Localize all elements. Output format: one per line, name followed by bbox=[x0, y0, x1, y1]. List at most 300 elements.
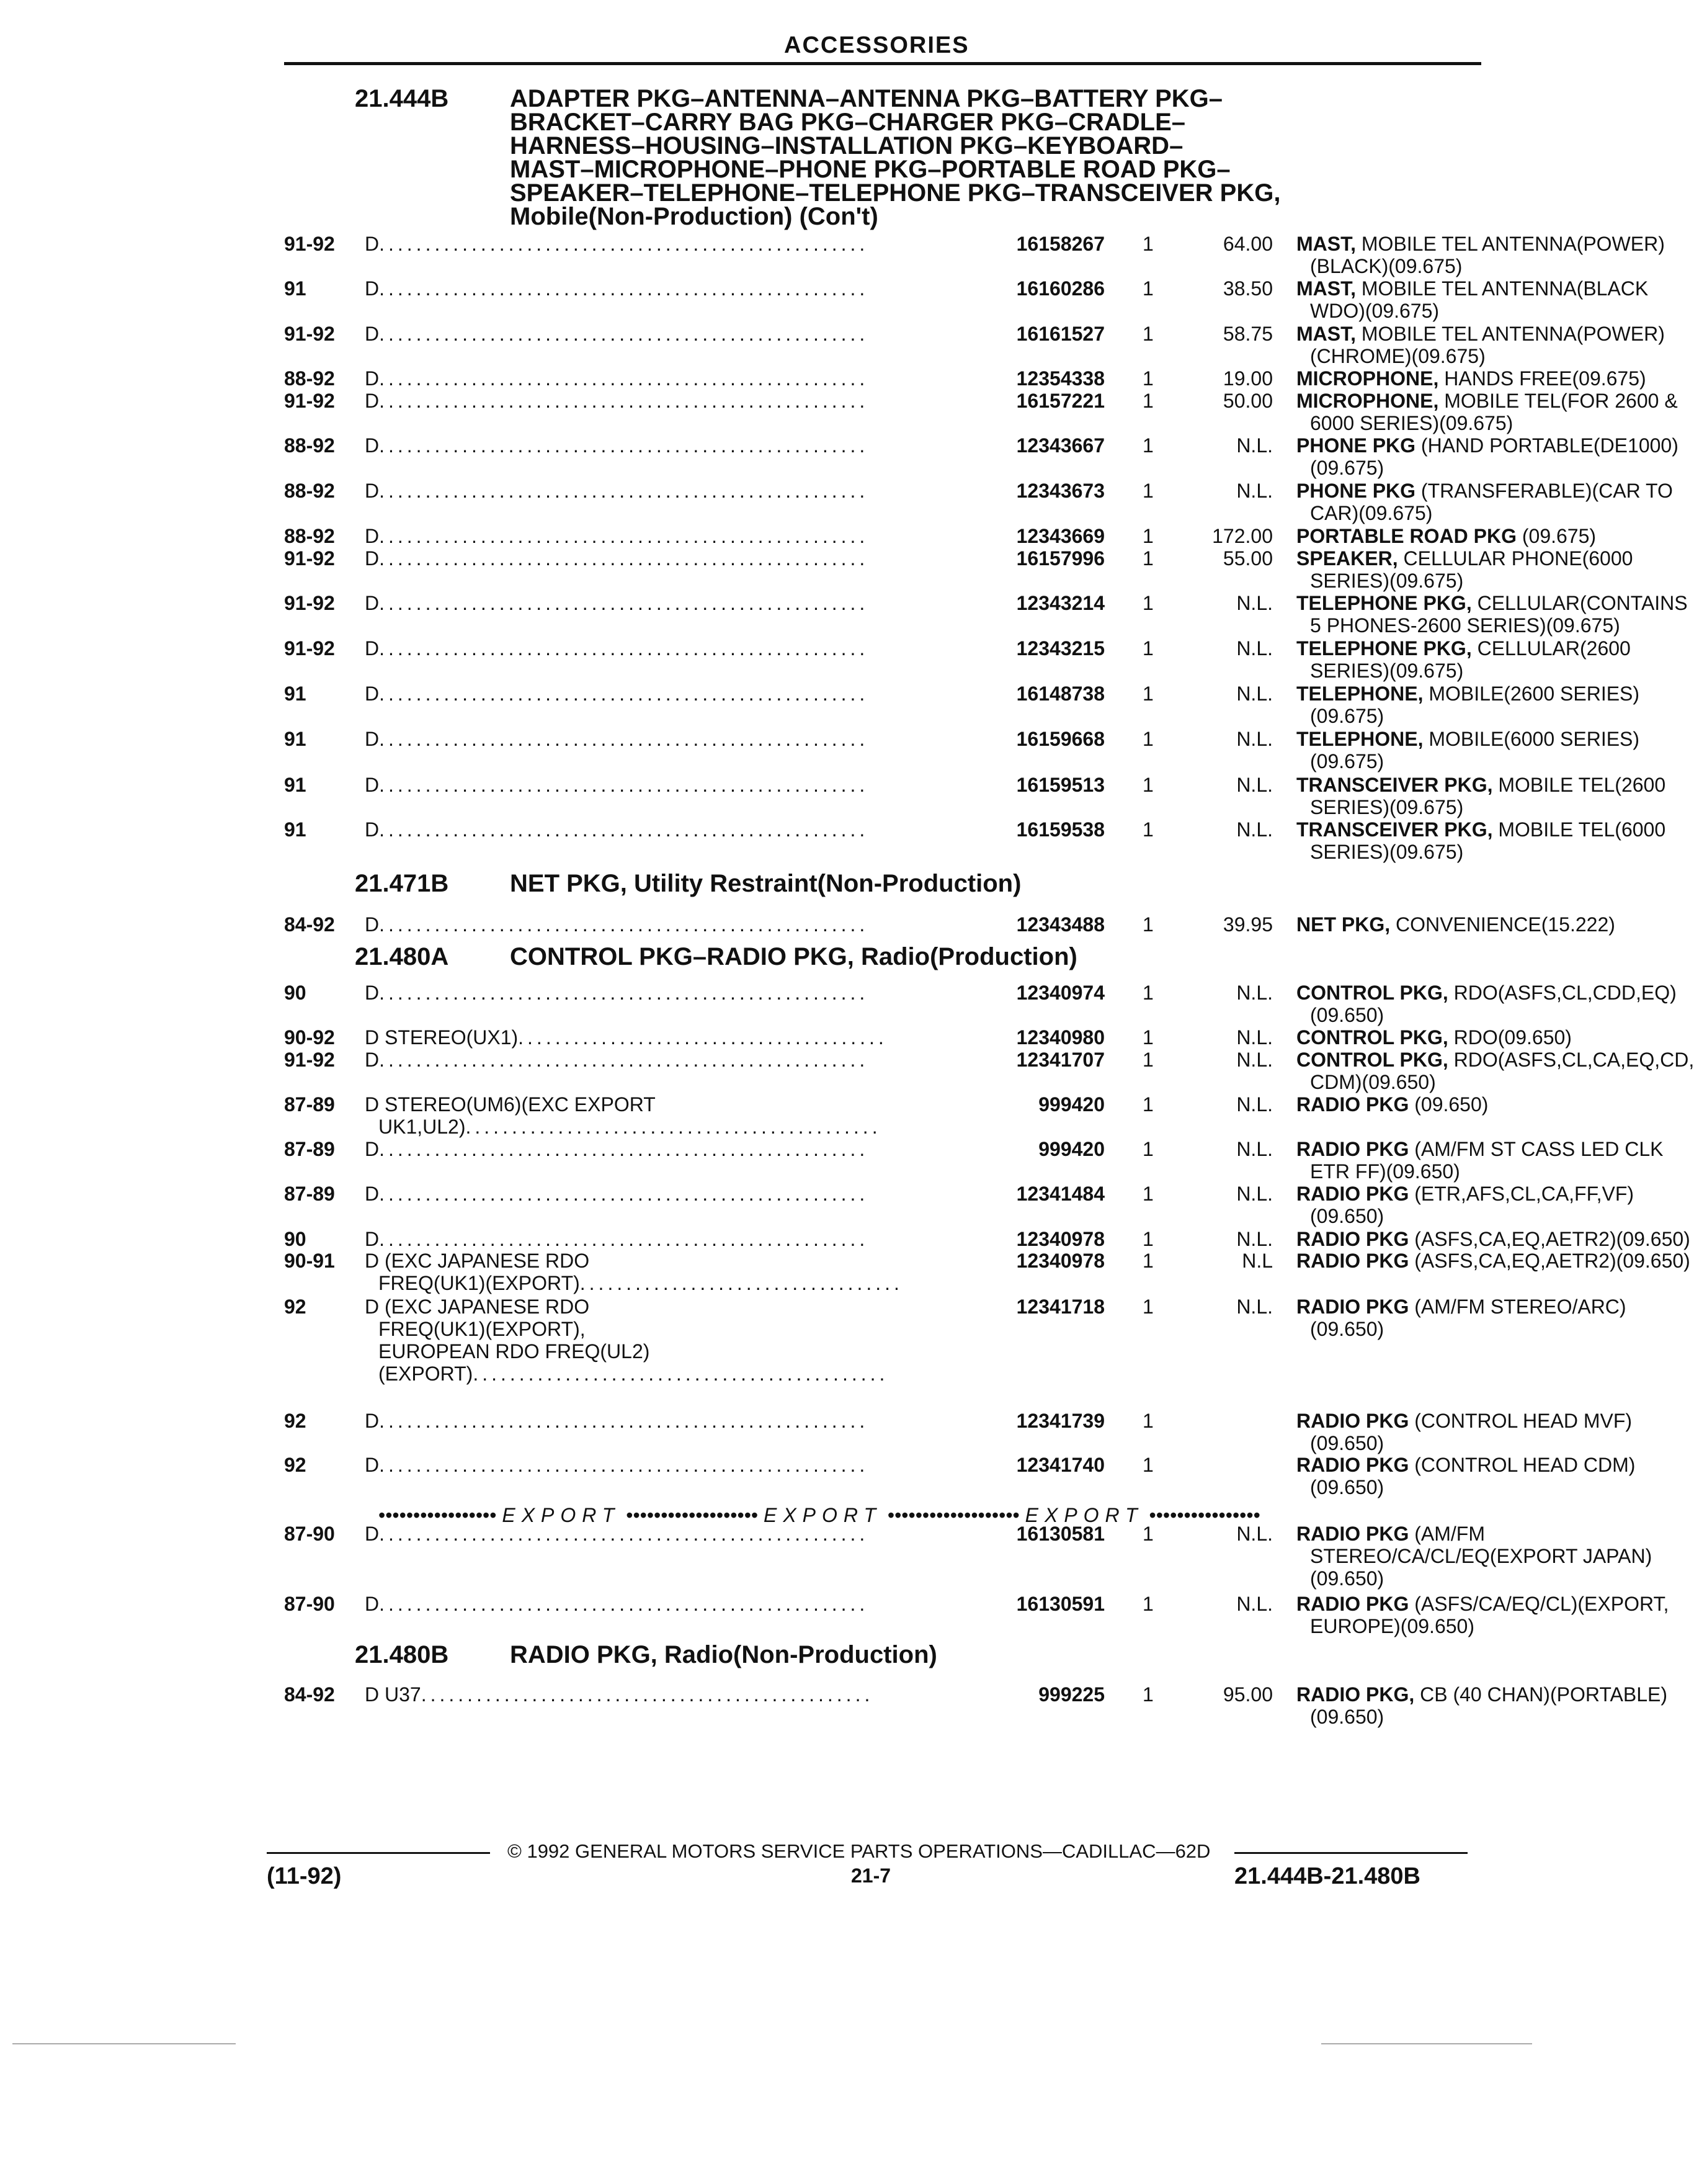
part-name-keyword: PORTABLE ROAD PKG bbox=[1296, 525, 1517, 547]
part-name-line bbox=[1296, 1615, 1669, 1637]
part-name-line bbox=[1296, 774, 1665, 796]
usage-text: D bbox=[365, 367, 380, 390]
dot-leader: ..................................................... bbox=[379, 1228, 869, 1250]
part-name-text: (AM/FM STEREO/ARC) bbox=[1414, 1296, 1626, 1318]
quantity: 1 bbox=[1143, 1410, 1154, 1432]
part-name-keyword: RADIO PKG bbox=[1296, 1523, 1409, 1545]
usage-description bbox=[365, 390, 868, 412]
model-years: 90-91 bbox=[284, 1250, 335, 1272]
model-years: 87-89 bbox=[284, 1138, 335, 1160]
part-name-line bbox=[1296, 1205, 1634, 1227]
list-price: N.L. bbox=[1236, 1228, 1273, 1250]
usage-description bbox=[365, 1683, 873, 1706]
usage-description bbox=[365, 682, 868, 705]
usage-description-line bbox=[365, 1250, 903, 1272]
quantity: 1 bbox=[1143, 547, 1154, 570]
part-name-line bbox=[1296, 1026, 1572, 1049]
usage-text: UK1,UL2) bbox=[378, 1116, 466, 1138]
quantity: 1 bbox=[1143, 277, 1154, 300]
part-number: 16130591 bbox=[1016, 1593, 1105, 1615]
quantity: 1 bbox=[1143, 367, 1154, 390]
part-name-keyword: MAST, bbox=[1296, 277, 1356, 300]
usage-description-line bbox=[365, 547, 868, 570]
part-name-text: (ASFS/CA/EQ/CL)(EXPORT, bbox=[1414, 1593, 1669, 1615]
list-price: 38.50 bbox=[1223, 277, 1273, 300]
part-name-text: (ASFS,CA,EQ,AETR2)(09.650) bbox=[1414, 1228, 1690, 1250]
part-name-keyword: RADIO PKG bbox=[1296, 1250, 1409, 1272]
part-name-text: (ASFS,CA,EQ,AETR2)(09.650) bbox=[1414, 1250, 1690, 1272]
usage-text: FREQ(UK1)(EXPORT) bbox=[378, 1272, 580, 1294]
usage-text: D STEREO(UX1) bbox=[365, 1026, 519, 1049]
model-years: 91 bbox=[284, 728, 306, 750]
part-name-text: HANDS FREE(09.675) bbox=[1444, 367, 1646, 390]
usage-description-line bbox=[365, 818, 868, 841]
usage-description-line bbox=[365, 592, 868, 614]
dot-leader: ..................................................... bbox=[379, 1454, 869, 1476]
model-years: 92 bbox=[284, 1410, 306, 1432]
part-number: 12340978 bbox=[1016, 1250, 1105, 1272]
part-name-text: STEREO/CA/CL/EQ(EXPORT JAPAN) bbox=[1310, 1545, 1652, 1567]
part-number: 12341718 bbox=[1016, 1296, 1105, 1318]
dot-leader: ..................................................... bbox=[379, 818, 869, 841]
quantity: 1 bbox=[1143, 1093, 1154, 1116]
part-name-text: MOBILE TEL(6000 bbox=[1498, 818, 1666, 841]
list-price: 19.00 bbox=[1223, 367, 1273, 390]
part-name-line bbox=[1296, 345, 1665, 367]
part-number: 12340978 bbox=[1016, 1228, 1105, 1250]
dot-leader: ........................................ bbox=[518, 1026, 888, 1049]
dot-leader: ............................................. bbox=[465, 1116, 881, 1138]
part-number: 12343488 bbox=[1016, 913, 1105, 936]
quantity: 1 bbox=[1143, 1183, 1154, 1205]
quantity: 1 bbox=[1143, 1454, 1154, 1476]
part-name bbox=[1296, 728, 1639, 772]
dot-leader: ..................................................... bbox=[379, 525, 869, 547]
part-name-text: (CONTROL HEAD MVF) bbox=[1414, 1410, 1633, 1432]
list-price: N.L. bbox=[1236, 682, 1273, 705]
export-stars-left: ••••••••••••••••• bbox=[378, 1504, 497, 1526]
quantity: 1 bbox=[1143, 728, 1154, 750]
part-name-line bbox=[1296, 705, 1639, 727]
part-name-keyword: TRANSCEIVER PKG, bbox=[1296, 818, 1493, 841]
part-name bbox=[1296, 434, 1678, 479]
part-name-keyword: RADIO PKG bbox=[1296, 1093, 1409, 1116]
quantity: 1 bbox=[1143, 1228, 1154, 1250]
part-name-text: (BLACK)(09.675) bbox=[1310, 255, 1463, 277]
usage-text: FREQ(UK1)(EXPORT), bbox=[378, 1318, 586, 1340]
usage-description-line bbox=[365, 982, 868, 1004]
dot-leader: ..................................................... bbox=[379, 1523, 869, 1545]
part-name-text: 5 PHONES-2600 SERIES)(09.675) bbox=[1310, 614, 1620, 637]
usage-text: EUROPEAN RDO FREQ(UL2) bbox=[378, 1340, 650, 1363]
usage-description-line bbox=[365, 637, 868, 660]
part-name-text: CELLULAR(CONTAINS bbox=[1477, 592, 1688, 614]
model-years: 91 bbox=[284, 277, 306, 300]
part-name-text: (09.650) bbox=[1310, 1205, 1384, 1227]
list-price: 172.00 bbox=[1212, 525, 1273, 547]
part-number: 16158267 bbox=[1016, 233, 1105, 255]
part-name-text: (09.675) bbox=[1522, 525, 1597, 547]
part-name-line bbox=[1296, 1296, 1626, 1318]
part-name-text: MOBILE TEL ANTENNA(POWER) bbox=[1361, 233, 1665, 255]
quantity: 1 bbox=[1143, 1250, 1154, 1272]
part-name-line bbox=[1296, 277, 1648, 300]
part-name-text: (AM/FM ST CASS LED CLK bbox=[1414, 1138, 1664, 1160]
dot-leader: ..................................................... bbox=[379, 1410, 869, 1432]
usage-text: D bbox=[365, 592, 380, 614]
footer-page-number: 21-7 bbox=[851, 1864, 891, 1887]
part-name-text: CDM)(09.650) bbox=[1310, 1071, 1436, 1093]
section-description-line: HARNESS–HOUSING–INSTALLATION PKG–KEYBOARD– bbox=[510, 132, 1184, 159]
list-price: N.L. bbox=[1236, 1093, 1273, 1116]
part-name bbox=[1296, 1093, 1488, 1116]
part-name-text: MOBILE TEL(FOR 2600 & bbox=[1444, 390, 1678, 412]
section-code: 21.480A bbox=[355, 943, 449, 970]
usage-description-line bbox=[365, 1410, 868, 1432]
part-name-line bbox=[1296, 1250, 1690, 1272]
part-name-text: (09.650) bbox=[1414, 1093, 1489, 1116]
part-name-keyword: TELEPHONE PKG, bbox=[1296, 592, 1472, 614]
part-name-text: (ETR,AFS,CL,CA,FF,VF) bbox=[1414, 1183, 1634, 1205]
part-number: 12341707 bbox=[1016, 1049, 1105, 1071]
usage-description bbox=[365, 1250, 903, 1294]
part-number: 999225 bbox=[1038, 1683, 1105, 1706]
part-name-line bbox=[1296, 818, 1665, 841]
part-name-line bbox=[1296, 547, 1633, 570]
part-number: 999420 bbox=[1038, 1093, 1105, 1116]
usage-description bbox=[365, 1049, 868, 1071]
part-name-line bbox=[1296, 570, 1633, 592]
quantity: 1 bbox=[1143, 682, 1154, 705]
section-description-line: MAST–MICROPHONE–PHONE PKG–PORTABLE ROAD PKG– bbox=[510, 156, 1231, 183]
part-name-text: SERIES)(09.675) bbox=[1310, 796, 1464, 818]
part-name-line bbox=[1296, 1683, 1667, 1706]
part-name-line bbox=[1296, 1593, 1669, 1615]
part-name-line bbox=[1296, 1432, 1632, 1454]
quantity: 1 bbox=[1143, 1026, 1154, 1049]
usage-description bbox=[365, 1138, 868, 1160]
part-name-line bbox=[1296, 1093, 1488, 1116]
usage-description bbox=[365, 1026, 888, 1049]
usage-description-line bbox=[365, 1026, 888, 1049]
usage-description-line bbox=[365, 913, 868, 936]
usage-text: D bbox=[365, 1593, 380, 1615]
list-price: 58.75 bbox=[1223, 323, 1273, 345]
model-years: 87-89 bbox=[284, 1183, 335, 1205]
dot-leader: ..................................................... bbox=[379, 367, 869, 390]
part-name bbox=[1296, 1454, 1635, 1498]
usage-description bbox=[365, 592, 868, 614]
usage-description bbox=[365, 728, 868, 750]
part-name bbox=[1296, 637, 1631, 682]
part-name-line bbox=[1296, 1228, 1690, 1250]
part-name-keyword: MAST, bbox=[1296, 323, 1356, 345]
part-number: 12343214 bbox=[1016, 592, 1105, 614]
usage-text: D (EXC JAPANESE RDO bbox=[365, 1296, 590, 1318]
usage-text: D bbox=[365, 913, 380, 936]
part-name-text: (09.650) bbox=[1310, 1706, 1384, 1728]
part-name-line bbox=[1296, 1476, 1635, 1498]
part-number: 12341739 bbox=[1016, 1410, 1105, 1432]
model-years: 91 bbox=[284, 818, 306, 841]
part-number: 12343673 bbox=[1016, 480, 1105, 502]
dot-leader: ..................................................... bbox=[379, 434, 869, 457]
scan-artifact-right bbox=[1321, 2043, 1532, 2044]
part-name-keyword: MICROPHONE, bbox=[1296, 390, 1439, 412]
usage-text: D bbox=[365, 682, 380, 705]
section-description bbox=[510, 1643, 1378, 1667]
model-years: 88-92 bbox=[284, 525, 335, 547]
usage-text: D bbox=[365, 637, 380, 660]
part-name-text: WDO)(09.675) bbox=[1310, 300, 1440, 322]
usage-description bbox=[365, 277, 868, 300]
part-name-keyword: RADIO PKG, bbox=[1296, 1683, 1415, 1706]
usage-description-line bbox=[365, 525, 868, 547]
part-name-line bbox=[1296, 255, 1665, 277]
export-word-2: EXPORT bbox=[763, 1504, 882, 1526]
export-word-3: EXPORT bbox=[1025, 1504, 1144, 1526]
part-name-text: (09.675) bbox=[1310, 705, 1384, 727]
model-years: 84-92 bbox=[284, 913, 335, 936]
part-name-keyword: TELEPHONE, bbox=[1296, 728, 1424, 750]
dot-leader: ..................................................... bbox=[379, 277, 869, 300]
part-number: 16157996 bbox=[1016, 547, 1105, 570]
usage-description bbox=[365, 1296, 888, 1385]
model-years: 88-92 bbox=[284, 367, 335, 390]
usage-description bbox=[365, 434, 868, 457]
part-name-keyword: MAST, bbox=[1296, 233, 1356, 255]
export-stars-right: •••••••••••••••• bbox=[1149, 1504, 1260, 1526]
export-word-1: EXPORT bbox=[502, 1504, 621, 1526]
part-name-text: MOBILE TEL ANTENNA(BLACK bbox=[1361, 277, 1649, 300]
model-years: 87-90 bbox=[284, 1523, 335, 1545]
usage-description-line bbox=[365, 434, 868, 457]
model-years: 87-90 bbox=[284, 1593, 335, 1615]
list-price: N.L. bbox=[1236, 1296, 1273, 1318]
section-description-line: NET PKG, Utility Restraint(Non-Production) bbox=[510, 870, 1022, 897]
part-name-text: (09.675) bbox=[1310, 457, 1384, 479]
part-name bbox=[1296, 1228, 1690, 1250]
list-price: N.L. bbox=[1236, 1593, 1273, 1615]
part-name-text: (09.675) bbox=[1310, 750, 1384, 772]
usage-text: D bbox=[365, 480, 380, 502]
part-name-line bbox=[1296, 796, 1665, 818]
quantity: 1 bbox=[1143, 233, 1154, 255]
part-name bbox=[1296, 547, 1633, 592]
usage-text: D bbox=[365, 1523, 380, 1545]
part-name-text: EUROPE)(09.650) bbox=[1310, 1615, 1474, 1637]
usage-description bbox=[365, 818, 868, 841]
section-description-line: Mobile(Non-Production) (Con't) bbox=[510, 203, 878, 230]
part-name-keyword: RADIO PKG bbox=[1296, 1228, 1409, 1250]
usage-description bbox=[365, 323, 868, 345]
usage-description-line bbox=[365, 1296, 888, 1318]
part-name-keyword: RADIO PKG bbox=[1296, 1593, 1409, 1615]
dot-leader: ..................................................... bbox=[379, 774, 869, 796]
part-number: 12341740 bbox=[1016, 1454, 1105, 1476]
list-price: N.L. bbox=[1236, 480, 1273, 502]
part-name-text: SERIES)(09.675) bbox=[1310, 570, 1464, 592]
part-name-keyword: RADIO PKG bbox=[1296, 1296, 1409, 1318]
part-name-text: RDO(09.650) bbox=[1453, 1026, 1572, 1049]
usage-text: D bbox=[365, 728, 380, 750]
part-name-text: SERIES)(09.675) bbox=[1310, 660, 1464, 682]
part-number: 999420 bbox=[1038, 1138, 1105, 1160]
dot-leader: ..................................................... bbox=[379, 913, 869, 936]
part-name-text: (HAND PORTABLE(DE1000) bbox=[1420, 434, 1678, 457]
part-name-line bbox=[1296, 1318, 1626, 1340]
usage-description bbox=[365, 1593, 868, 1615]
part-name-text: RDO(ASFS,CL,CDD,EQ) bbox=[1453, 982, 1677, 1004]
list-price: 50.00 bbox=[1223, 390, 1273, 412]
part-name-line bbox=[1296, 412, 1678, 434]
usage-text: D bbox=[365, 774, 380, 796]
part-name bbox=[1296, 1410, 1632, 1454]
section-heading-s4 bbox=[355, 1643, 1378, 1667]
part-name-text: (09.650) bbox=[1310, 1318, 1384, 1340]
part-name-text: 6000 SERIES)(09.675) bbox=[1310, 412, 1513, 434]
section-heading-s3 bbox=[355, 945, 1378, 969]
usage-description bbox=[365, 233, 868, 255]
scan-artifact-left bbox=[12, 2043, 236, 2044]
part-name bbox=[1296, 1138, 1664, 1183]
part-name-line bbox=[1296, 1183, 1634, 1205]
list-price: N.L. bbox=[1236, 1138, 1273, 1160]
part-name-line bbox=[1296, 502, 1673, 524]
usage-description-line bbox=[365, 390, 868, 412]
usage-description bbox=[365, 1228, 868, 1250]
part-name bbox=[1296, 323, 1665, 367]
part-name-keyword: RADIO PKG bbox=[1296, 1138, 1409, 1160]
part-name-line bbox=[1296, 660, 1631, 682]
list-price: 55.00 bbox=[1223, 547, 1273, 570]
model-years: 92 bbox=[284, 1454, 306, 1476]
usage-text: D bbox=[365, 1138, 380, 1160]
part-number: 16161527 bbox=[1016, 323, 1105, 345]
usage-text: D bbox=[365, 434, 380, 457]
part-name-line bbox=[1296, 1706, 1667, 1728]
part-name-text: (CHROME)(09.675) bbox=[1310, 345, 1486, 367]
part-number: 16148738 bbox=[1016, 682, 1105, 705]
usage-text: D bbox=[365, 390, 380, 412]
part-name-text: ETR FF)(09.650) bbox=[1310, 1160, 1460, 1183]
usage-description-line bbox=[365, 1363, 888, 1385]
part-name bbox=[1296, 277, 1648, 322]
part-name bbox=[1296, 1523, 1652, 1590]
section-code: 21.480B bbox=[355, 1641, 449, 1668]
part-name-keyword: TELEPHONE, bbox=[1296, 682, 1424, 705]
part-name-line bbox=[1296, 323, 1665, 345]
usage-description-line bbox=[365, 233, 868, 255]
model-years: 91 bbox=[284, 774, 306, 796]
part-name-text: CONVENIENCE(15.222) bbox=[1396, 913, 1615, 936]
usage-text: D bbox=[365, 525, 380, 547]
quantity: 1 bbox=[1143, 774, 1154, 796]
dot-leader: ..................................................... bbox=[379, 323, 869, 345]
quantity: 1 bbox=[1143, 525, 1154, 547]
list-price: N.L. bbox=[1236, 1026, 1273, 1049]
model-years: 91 bbox=[284, 682, 306, 705]
usage-description-line bbox=[365, 682, 868, 705]
dot-leader: ..................................................... bbox=[379, 390, 869, 412]
part-name-text: (TRANSFERABLE)(CAR TO bbox=[1420, 480, 1673, 502]
list-price: 64.00 bbox=[1223, 233, 1273, 255]
part-name-text: CB (40 CHAN)(PORTABLE) bbox=[1420, 1683, 1668, 1706]
part-name bbox=[1296, 367, 1646, 390]
list-price: N.L. bbox=[1236, 818, 1273, 841]
usage-description-line bbox=[365, 1454, 868, 1476]
part-name-line bbox=[1296, 434, 1678, 457]
usage-description bbox=[365, 1410, 868, 1432]
part-number: 12343667 bbox=[1016, 434, 1105, 457]
part-name-line bbox=[1296, 1545, 1652, 1567]
model-years: 90 bbox=[284, 982, 306, 1004]
part-name-keyword: CONTROL PKG, bbox=[1296, 982, 1448, 1004]
part-name bbox=[1296, 982, 1677, 1026]
part-name bbox=[1296, 1049, 1694, 1093]
part-name-text: (09.650) bbox=[1310, 1476, 1384, 1498]
section-description-line: BRACKET–CARRY BAG PKG–CHARGER PKG–CRADLE– bbox=[510, 109, 1186, 136]
part-name-keyword: RADIO PKG bbox=[1296, 1454, 1409, 1476]
part-name-line bbox=[1296, 913, 1615, 936]
part-name-keyword: RADIO PKG bbox=[1296, 1410, 1409, 1432]
usage-text: (EXPORT) bbox=[378, 1363, 473, 1385]
dot-leader: ................................... bbox=[579, 1272, 903, 1294]
export-stars-mid-2: ••••••••••••••••••• bbox=[887, 1504, 1020, 1526]
part-name-text: CELLULAR(2600 bbox=[1477, 637, 1631, 660]
model-years: 84-92 bbox=[284, 1683, 335, 1706]
part-number: 16159668 bbox=[1016, 728, 1105, 750]
model-years: 91-92 bbox=[284, 637, 335, 660]
usage-text: D bbox=[365, 1183, 380, 1205]
model-years: 88-92 bbox=[284, 434, 335, 457]
part-number: 12340980 bbox=[1016, 1026, 1105, 1049]
dot-leader: ..................................................... bbox=[379, 1593, 869, 1615]
part-name-line bbox=[1296, 982, 1677, 1004]
usage-description bbox=[365, 1454, 868, 1476]
part-name-keyword: CONTROL PKG, bbox=[1296, 1026, 1448, 1049]
usage-description-line bbox=[365, 1318, 888, 1340]
usage-description bbox=[365, 1093, 881, 1138]
quantity: 1 bbox=[1143, 1138, 1154, 1160]
dot-leader: ..................................................... bbox=[379, 982, 869, 1004]
usage-description-line bbox=[365, 1683, 873, 1706]
part-name bbox=[1296, 682, 1639, 727]
model-years: 91-92 bbox=[284, 323, 335, 345]
part-name-line bbox=[1296, 1049, 1694, 1071]
usage-description bbox=[365, 367, 868, 390]
part-name-keyword: RADIO PKG bbox=[1296, 1183, 1409, 1205]
list-price: 39.95 bbox=[1223, 913, 1273, 936]
quantity: 1 bbox=[1143, 1296, 1154, 1318]
part-name-line bbox=[1296, 300, 1648, 322]
part-name-line bbox=[1296, 1567, 1652, 1590]
section-heading-s2 bbox=[355, 872, 1378, 895]
part-name-line bbox=[1296, 367, 1646, 390]
dot-leader: ..................................................... bbox=[379, 547, 869, 570]
model-years: 91-92 bbox=[284, 390, 335, 412]
quantity: 1 bbox=[1143, 982, 1154, 1004]
section-description-line: SPEAKER–TELEPHONE–TELEPHONE PKG–TRANSCEIVER PKG, bbox=[510, 179, 1281, 207]
usage-description-line bbox=[365, 1272, 903, 1294]
part-name-keyword: PHONE PKG bbox=[1296, 480, 1416, 502]
part-name-keyword: TRANSCEIVER PKG, bbox=[1296, 774, 1493, 796]
usage-description-line bbox=[365, 277, 868, 300]
part-number: 16159513 bbox=[1016, 774, 1105, 796]
usage-text: D bbox=[365, 982, 380, 1004]
dot-leader: ................................................. bbox=[421, 1683, 874, 1706]
part-name bbox=[1296, 592, 1688, 637]
